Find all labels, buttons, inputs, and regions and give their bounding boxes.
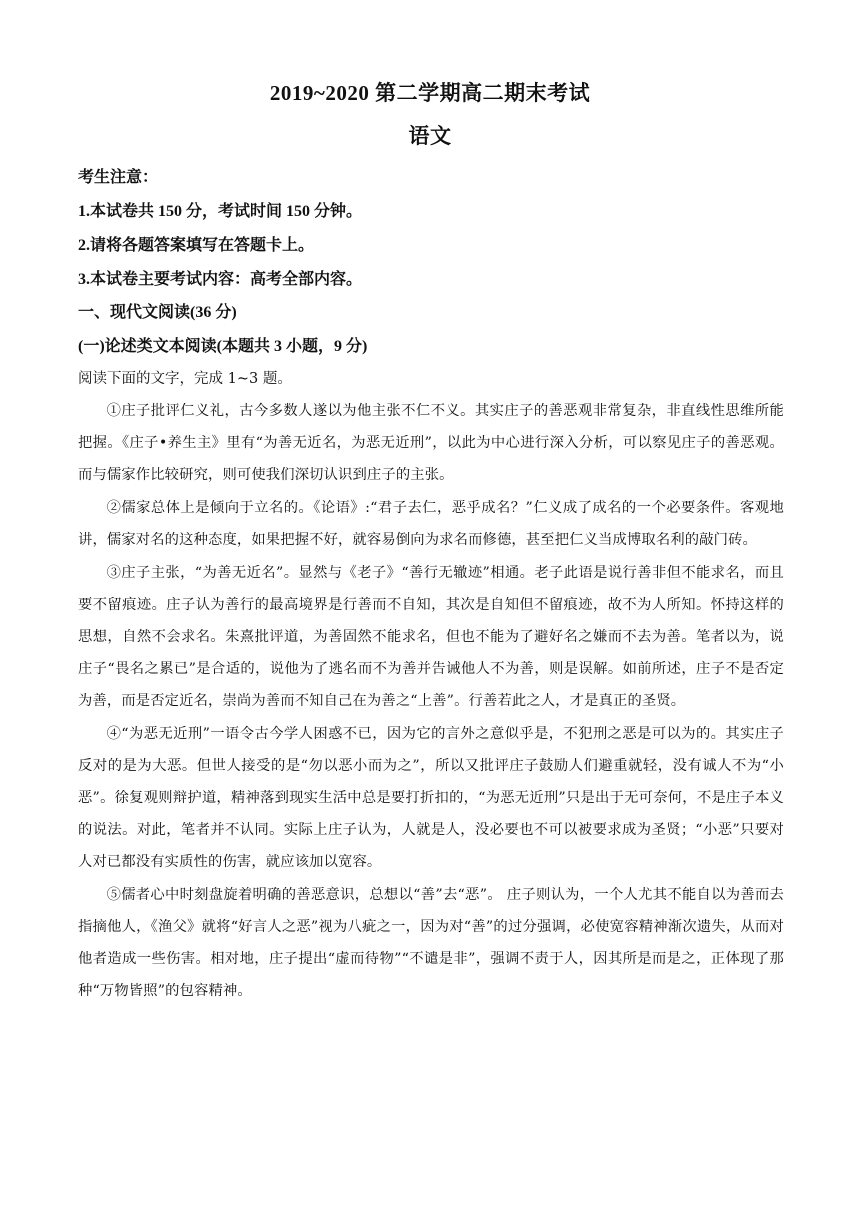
paragraph-3: ③庄子主张，“为善无近名”。显然与《老子》“善行无辙迹”相通。老子此语是说行善非但不能求名，而且要不留痕迹。庄子认为善行的最高境界是行善而不自知，其次是自知但不留痕迹，故不为人所知。怀持这样的思想，自然不会求名。朱熹批评道，为善固然不能求名，但也不能为了避好名之嫌而不去为善。笔者以为，说庄子“畏名之累已”是合适的，说他为了逃名而不为善并告诫他人不为善，则是误解。如前所述，庄子不是否定为善，而是否定近名，崇尚为善而不知自己在为善之“上善”。行善若此之人，才是真正的圣贤。 [78,565,784,709]
paragraph-1: ①庄子批评仁义礼，古今多数人遂以为他主张不仁不义。其实庄子的善恶观非常复杂，非直线性思维所能把握。《庄子•养生主》里有“为善无近名，为恶无近刑”，以此为中心进行深入分析，可以察见庄子的善恶观。而与儒家作比较研究，则可使我们深切认识到庄子的主张。 [78,403,784,483]
section-title: 一、现代文阅读(36 分) [78,304,237,321]
section-subtitle: (一)论述类文本阅读(本题共 3 小题，9 分) [78,338,368,355]
paragraph-5: ⑤儒者心中时刻盘旋着明确的善恶意识，总想以“善”去“恶”。 庄子则认为，一个人尤其不能自以为善而去指摘他人，《渔父》就将“好言人之恶”视为八疵之一，因为对“善”的过分强调，必使宽容精神渐次遗失，从而对他者造成一些伤害。相对地，庄子提出“虚而待物”“不谴是非”，强调不责于人，因其所是而是之，正体现了那种“万物皆照”的包容精神。 [78,887,784,999]
exam-title: 2019~2020 第二学期高二期末考试 [269,81,591,105]
notice-item-3: 3.本试卷主要考试内容：高考全部内容。 [78,271,363,288]
notice-item-2: 2.请将各题答案填写在答题卡上。 [78,237,315,254]
reading-instruction: 阅读下面的文字，完成 1~3 题。 [78,371,292,387]
paragraph-2: ②儒家总体上是倾向于立名的。《论语》:“君子去仁，恶乎成名？”仁义成了成名的一个必要条件。客观地讲，儒家对名的这种态度，如果把握不好，就容易倒向为求名而修德，甚至把仁义当成博取名利的敲门砖。 [78,500,784,548]
notice-item-1: 1.本试卷共 150 分，考试时间 150 分钟。 [78,203,363,220]
subject-title: 语文 [408,124,452,148]
paragraph-4: ④“为恶无近刑”一语令古今学人困惑不已，因为它的言外之意似乎是，不犯刑之恶是可以为的。其实庄子反对的是为大恶。但世人接受的是“勿以恶小而为之”，所以又批评庄子鼓励人们避重就轻，没有诚人不为“小恶”。徐复观则辩护道，精神落到现实生活中总是要打折扣的，“为恶无近刑”只是出于无可奈何，不是庄子本义的说法。对此，笔者并不认同。实际上庄子认为，人就是人，没必要也不可以被要求成为圣贤；“小恶”只要对人对已都没有实质性的伤害，就应该加以宽容。 [78,726,784,870]
notice-heading: 考生注意： [78,169,159,186]
reading-passage [78,395,784,1008]
